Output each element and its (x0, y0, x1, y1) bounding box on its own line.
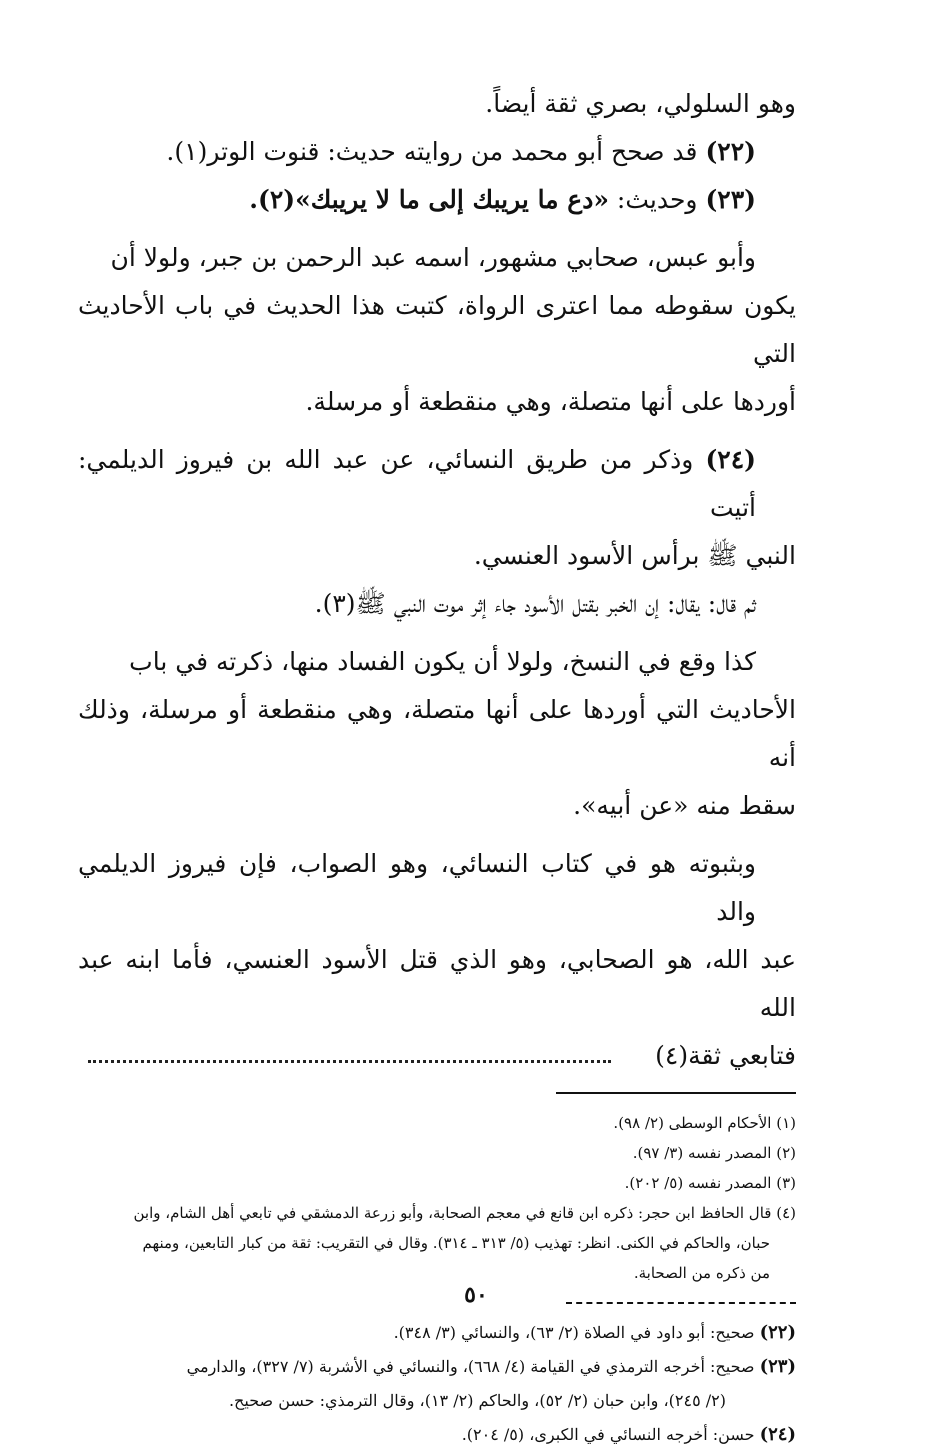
hadith-item-24 (78, 436, 796, 532)
item-text: قد صحح أبو محمد من روايته حديث: قنوت الوتر(١). (166, 137, 698, 166)
takhrij-22 (78, 1316, 796, 1350)
paragraph-line: وأبو عبس، صحابي مشهور، اسمه عبد الرحمن بن جبر، ولولا أن (110, 243, 756, 272)
paragraph-line: عبد الله، هو الصحابي، وهو الذي قتل الأسود العنسي، فأما ابنه عبد الله (78, 945, 796, 1022)
paragraph-line: الأحاديث التي أوردها على أنها متصلة، وهي منقطعة أو مرسلة، وذلك أنه (78, 695, 796, 772)
paragraph-last-line (78, 1032, 796, 1080)
footnote-continuation: حبان، والحاكم في الكنى. انظر: تهذيب (٥/ ٣١٣ ـ ٣١٤). وقال في التقريب: ثقة من كبار التابعين، ومنهم (142, 1234, 770, 1252)
item-number: (٢٣) (705, 185, 756, 214)
footnote: (١) الأحكام الوسطى (٢/ ٩٨). (613, 1114, 796, 1132)
paragraph-line: يكون سقوطه مما اعترى الرواة، كتبت هذا الحديث في باب الأحاديث التي (78, 291, 796, 368)
paragraph-line: وبثبوته هو في كتاب النسائي، وهو الصواب، فإن فيروز الديلمي والد (78, 849, 756, 926)
footnotes (78, 1108, 796, 1288)
takhrij-number: (٢٣) (759, 1356, 796, 1377)
footnote: (٢) المصدر نفسه (٣/ ٩٧). (632, 1144, 796, 1162)
page-number: ٥٠ (464, 1282, 488, 1308)
item-number: (٢٢) (705, 137, 756, 166)
takhrij-continuation: (٢/ ٢٤٥)، وابن حبان (٢/ ٥٢)، والحاكم (٢/ ١٣)، وقال الترمذي: حسن صحيح. (228, 1391, 726, 1410)
dotted-leader (88, 1060, 611, 1063)
footnote: (٣) المصدر نفسه (٥/ ٢٠٢). (624, 1174, 796, 1192)
paragraph-line: ثم قال: يقال: إن الخبر بقتل الأسود جاء إثر موت النبي ﷺ(٣). (314, 589, 756, 618)
footnote: (٤) قال الحافظ ابن حجر: ذكره ابن قانع في معجم الصحابة، وأبو زرعة الدمشقي في تابعي أهل الشام، وابن (133, 1204, 796, 1222)
paragraph-line: سقط منه «عن أبيه». (573, 791, 796, 820)
takhrij-24 (78, 1418, 796, 1452)
paragraph-line: النبي ﷺ برأس الأسود العنسي. (473, 541, 796, 570)
footnote-separator (556, 1092, 796, 1094)
paragraph-line: فتابعي ثقة(٤) (655, 1041, 796, 1070)
hadith-item-22 (78, 128, 796, 176)
paragraph-line: أوردها على أنها متصلة، وهي منقطعة أو مرسلة. (305, 387, 796, 416)
takhrij-number: (٢٢) (759, 1322, 796, 1343)
body-line: وهو السلولي، بصري ثقة أيضاً. (485, 89, 796, 118)
takhrij-text: صحيح: أخرجه الترمذي في القيامة (٤/ ٦٦٨)، والنسائي في الأشربة (٧/ ٣٢٧)، والدارمي (186, 1357, 755, 1376)
takhrij-23 (78, 1350, 796, 1384)
page-body (78, 80, 796, 1452)
item-number: (٢٤) (705, 445, 756, 474)
takhrij-notes (78, 1316, 796, 1452)
takhrij-text: حسن: أخرجه النسائي في الكبرى، (٥/ ٢٠٤). (461, 1425, 755, 1444)
item-lead: وحديث: (616, 185, 698, 214)
footnote-continuation: من ذكره من الصحابة. (633, 1264, 770, 1282)
hadith-item-23 (78, 176, 796, 224)
paragraph-line: كذا وقع في النسخ، ولولا أن يكون الفساد منها، ذكرته في باب (129, 647, 756, 676)
takhrij-text: صحيح: أبو داود في الصلاة (٢/ ٦٣)، والنسائي (٣/ ٣٤٨). (393, 1323, 755, 1342)
takhrij-number: (٢٤) (759, 1424, 796, 1445)
hadith-quote: «دع ما يريبك إلى ما لا يريبك»(٢). (249, 185, 609, 214)
item-text: وذكر من طريق النسائي، عن عبد الله بن فيروز الديلمي: أتيت (78, 445, 756, 522)
